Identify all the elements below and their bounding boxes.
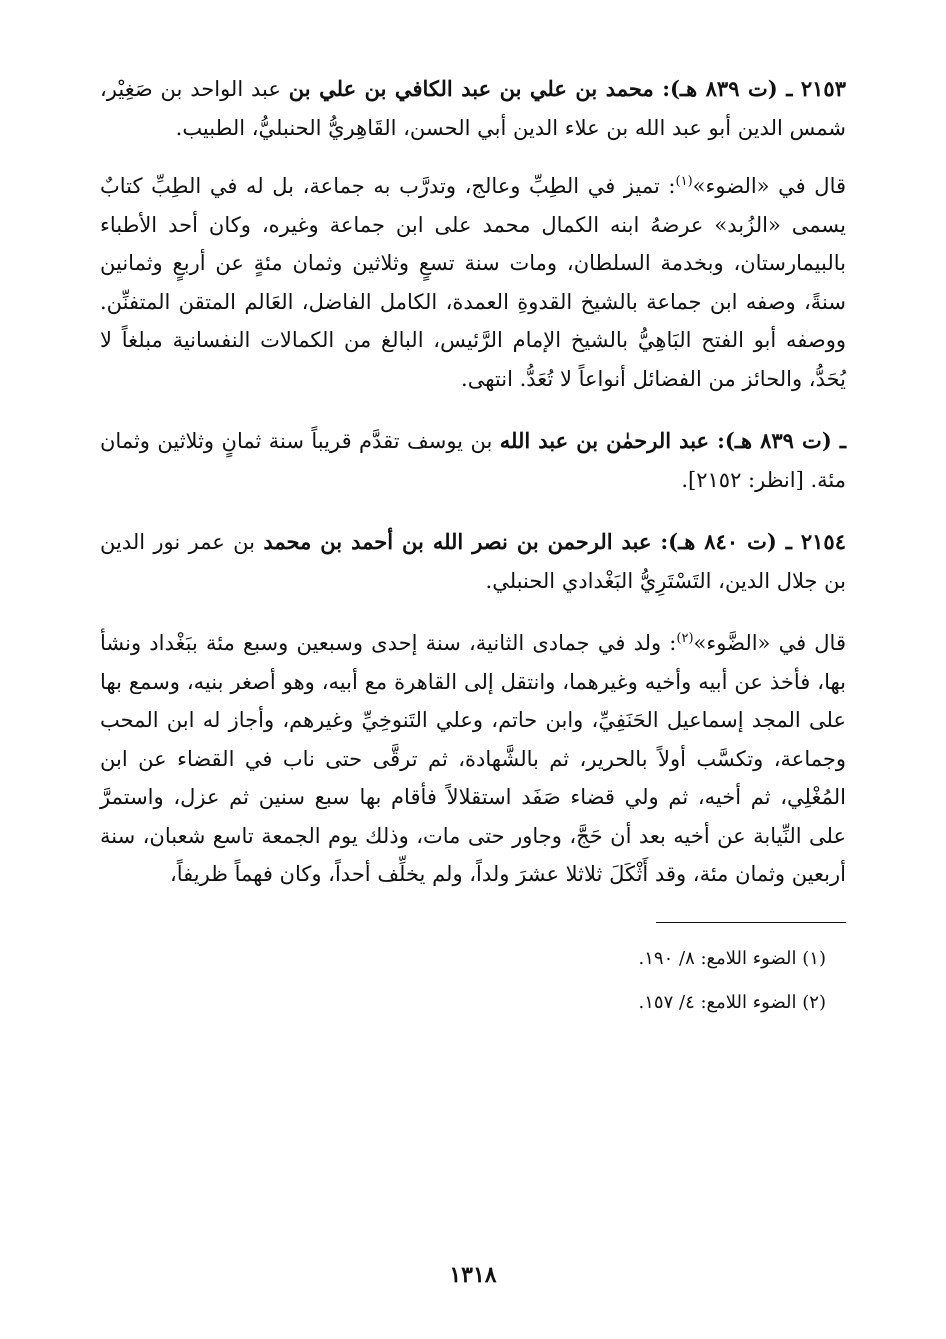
footnote-1: (١) الضوء اللامع: ٨/ ١٩٠. [638, 947, 826, 969]
entry-2154-quote [100, 624, 846, 894]
quote-body: : ولد في جمادى الثانية، سنة إحدى وسبعين وسبع مئة ببَغْداد ونشأ بها، فأخذ عن أبيه وأخيه وغيرهما، وانتقل إلى القاهرة مع أبيه، وهو أصغر بنيه، وسمع بها على المجد إسماعيل الحَنَفِيِّ، وابن حاتم، وعلي التَنوخِيِّ وغيرهم، وأجاز له ابن المحب وجماعة، وتكسَّب أولاً بالحرير، ثم بالشَّهادة، ثم ترقَّى حتى ناب في القضاء عن ابن المُغْلِي، ثم أخيه، ثم ولي قضاء صَفَد استقلالاً فأقام بها سبع سنين ثم عزل، واستمرَّ على النِّيابة عن أخيه بعد أن حَجَّ، وجاور حتى مات، وذلك يوم الجمعة تاسع شعبان، سنة أربعين وثمان مئة، وقد أَثْكَلَ ثلاثلا عشرَ ولداً، ولم يخلِّف أحداً، وكان فهماً ظريفاً، [100, 631, 846, 886]
quote-body: : تميز في الطِبِّ وعالج، وتدرَّب به جماعة، بل له في الطِبِّ كتابٌ يسمى «الزُبد» عرضهُ ابنه الكمال محمد على ابن جماعة وغيره، وكان أحد الأطباء بالبيمارستان، وبخدمة السلطان، ومات سنة تسعٍ وثلاثين وثمان مئةٍ عن أربعٍ وثمانين سنةً، وصفه ابن جماعة بالشيخ القدوةِ العمدة، الكامل الفاضل، العَالم المتقن المتفنِّن. ووصفه أبو الفتح البَاهِيُّ بالشيخ الإمام الرَّئيس، البالغ من الكمالات النفسانية مبلغاً لا يُحَدُّ، والحائز من الفضائل أنواعاً لا تُعَدُّ. انتهى. [100, 174, 846, 391]
footnotes [100, 937, 846, 1025]
footnote-ref-2: (٢) [676, 631, 694, 646]
entry-2154 [100, 523, 846, 600]
entry-2153-quote [100, 167, 846, 398]
footnote-ref-1: (١) [675, 174, 693, 189]
entry-text: عبد الواحد بن صَغِيْر، شمس الدين أبو عبد الله بن علاء الدين أبي الحسن، القَاهِريُّ الحنبليُّ، الطبيب. [100, 77, 846, 140]
entry-text: بن يوسف تقدَّم قريباً سنة ثمانٍ وثلاثين وثمان مئة. [انظر: ٢١٥٢]. [100, 429, 846, 492]
footnote-divider [656, 922, 846, 923]
quote-lead: قال في «الضَّوء» [693, 631, 846, 655]
entry-heading: ٢١٥٣ ـ (ت ٨٣٩ هـ): محمد بن علي بن عبد الكافي بن علي بن [288, 76, 846, 101]
page-number: ١٣١٨ [449, 1262, 497, 1288]
entry-cross-ref [100, 422, 846, 499]
entry-text: بن عمر نور الدين بن جلال الدين، التَسْتَرِيُّ البَغْدادي الحنبلي. [100, 530, 846, 593]
footnote-2: (٢) الضوء اللامع: ٤/ ١٥٧. [638, 991, 826, 1013]
entry-2153 [100, 70, 846, 147]
entry-heading: ٢١٥٤ ـ (ت ٨٤٠ هـ): عبد الرحمن بن نصر الله بن أحمد بن محمد [263, 529, 846, 554]
entry-heading: ـ (ت ٨٣٩ هـ): عبد الرحمٰن بن عبد الله [499, 428, 846, 453]
quote-lead: قال في «الضوء» [692, 174, 846, 198]
